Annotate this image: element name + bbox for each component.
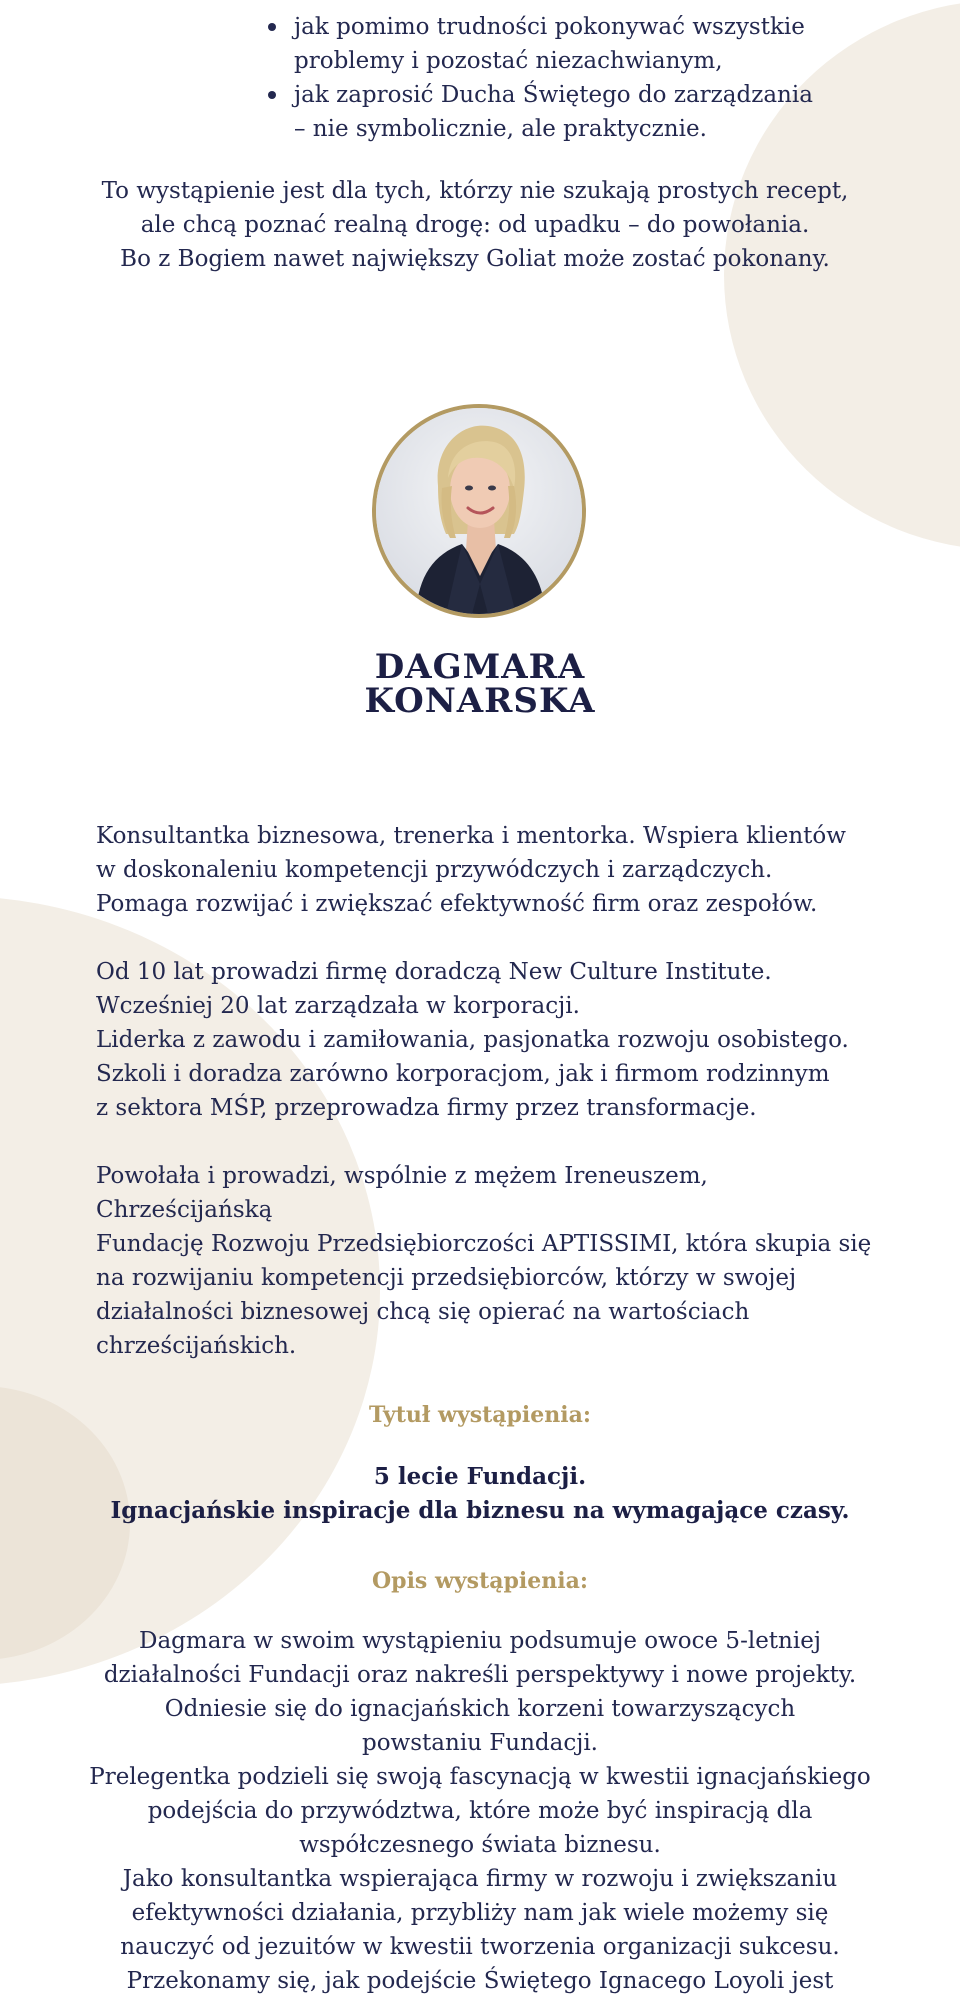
talk-description-line: Prelegentka podzieli się swoją fascynacją w kwestii ignacjańskiego — [89, 1764, 871, 1790]
speaker-photo-icon — [376, 408, 582, 614]
bio-line: Wcześniej 20 lat zarządzała w korporacji. — [96, 993, 580, 1019]
talk-description-line: Przekonamy się, jak podejście Świętego Ignacego Loyoli jest — [126, 1968, 834, 1994]
intro-paragraph — [80, 174, 870, 276]
talk-description-line: działalności Fundacji oraz nakreśli perspektywy i nowe projekty. — [103, 1662, 857, 1688]
bio-line: Szkoli i doradza zarówno korporacjom, jak i firmom rodzinnym — [96, 1061, 830, 1087]
bullet-item — [262, 78, 822, 146]
bio-paragraph — [96, 955, 886, 1125]
talk-description — [80, 1624, 880, 1998]
bullet-item-line: jak zaprosić Ducha Świętego do zarządzania — [294, 82, 813, 108]
talk-title-line: 5 lecie Fundacji. — [373, 1463, 587, 1490]
bio-line: Od 10 lat prowadzi firmę doradczą New Culture Institute. — [96, 959, 772, 985]
bullet-list — [262, 10, 822, 146]
speaker-last-name: KONARSKA — [364, 681, 596, 721]
bio-line: działalności biznesowej chcą się opierać na wartościach — [96, 1299, 750, 1325]
speaker-first-name: DAGMARA — [374, 647, 586, 687]
talk-description-line: powstaniu Fundacji. — [361, 1730, 598, 1756]
talk-description-line: Odniesie się do ignacjańskich korzeni towarzyszących — [164, 1696, 796, 1722]
speaker-name — [180, 647, 780, 721]
bio-line: z sektora MŚP, przeprowadza firmy przez transformacje. — [96, 1095, 757, 1121]
speaker-bio — [96, 819, 886, 1397]
bio-line: Liderka z zawodu i zamiłowania, pasjonatka rozwoju osobistego. — [96, 1027, 849, 1053]
talk-title-label: Tytuł wystąpienia: — [368, 1402, 591, 1428]
bullet-item-line: – nie symbolicznie, ale praktycznie. — [294, 116, 707, 142]
bio-line: chrześcijańskich. — [96, 1333, 297, 1359]
bullet-item — [262, 10, 822, 78]
bullet-item-line: problemy i pozostać niezachwianym, — [294, 48, 723, 74]
bullet-item-line: jak pomimo trudności pokonywać wszystkie — [294, 14, 805, 40]
intro-line: ale chcą poznać realną drogę: od upadku – do powołania. — [140, 212, 810, 238]
bio-line: Pomaga rozwijać i zwiększać efektywność firm oraz zespołów. — [96, 891, 818, 917]
talk-description-label: Opis wystąpienia: — [372, 1568, 588, 1594]
intro-line: Bo z Bogiem nawet największy Goliat może zostać pokonany. — [120, 246, 830, 272]
bio-paragraph — [96, 819, 886, 921]
speaker-portrait — [372, 404, 586, 618]
bio-paragraph — [96, 1159, 886, 1363]
talk-description-line: współczesnego świata biznesu. — [299, 1832, 661, 1858]
bio-line: Powołała i prowadzi, wspólnie z mężem Ireneuszem, Chrześcijańską — [96, 1163, 708, 1223]
bio-line: Konsultantka biznesowa, trenerka i mentorka. Wspiera klientów — [96, 823, 846, 849]
talk-title — [80, 1460, 880, 1528]
talk-description-line: Dagmara w swoim wystąpieniu podsumuje owoce 5-letniej — [139, 1628, 821, 1654]
talk-description-line: nauczyć od jezuitów w kwestii tworzenia organizacji sukcesu. — [120, 1934, 840, 1960]
talk-description-line: efektywności działania, przybliży nam jak wiele możemy się — [131, 1900, 829, 1926]
talk-title-line: Ignacjańskie inspiracje dla biznesu na wymagające czasy. — [110, 1497, 850, 1524]
bio-line: na rozwijaniu kompetencji przedsiębiorców, którzy w swojej — [96, 1265, 797, 1291]
intro-line: To wystąpienie jest dla tych, którzy nie szukają prostych recept, — [101, 178, 849, 204]
talk-description-line: Jako konsultantka wspierająca firmy w rozwoju i zwiększaniu — [122, 1866, 838, 1892]
bio-line: Fundację Rozwoju Przedsiębiorczości APTISSIMI, która skupia się — [96, 1231, 872, 1257]
talk-description-line: podejścia do przywództwa, które może być inspiracją dla — [147, 1798, 813, 1824]
bio-line: w doskonaleniu kompetencji przywódczych i zarządczych. — [96, 857, 773, 883]
